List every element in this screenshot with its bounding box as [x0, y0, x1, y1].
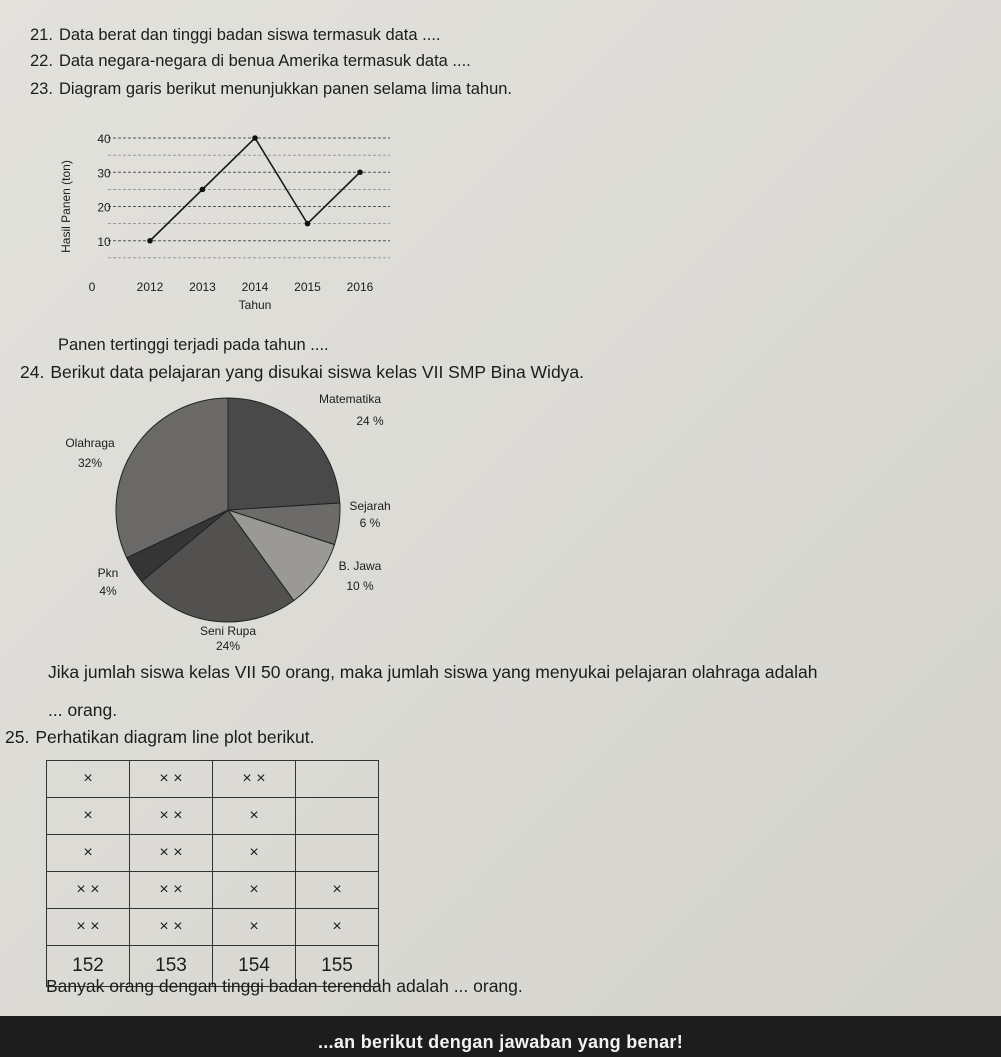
pie-slice-percent: 10 %: [346, 579, 374, 593]
y-axis-label: Hasil Panen (ton): [59, 160, 73, 253]
table-cell: × ×: [130, 761, 213, 798]
favorite-subject-pie-chart: [40, 385, 420, 660]
table-row: [47, 761, 379, 798]
table-cell: ×: [213, 835, 296, 872]
question-text: Diagram garis berikut menunjukkan panen selama lima tahun.: [58, 80, 513, 98]
table-cell: × ×: [130, 835, 213, 872]
question-number: 24.: [20, 362, 45, 382]
y-tick-label: 0: [88, 280, 96, 294]
question-number: 23.: [30, 80, 53, 98]
pie-slice-label: Sejarah: [349, 499, 391, 513]
table-cell: ×: [47, 761, 130, 798]
question-21: [30, 26, 441, 45]
table-cell: ×: [213, 798, 296, 835]
question-23: [30, 80, 512, 99]
table-cell: × ×: [130, 798, 213, 835]
data-point: [357, 169, 363, 175]
question-24: [20, 362, 584, 383]
instruction-banner: ...an berikut dengan jawaban yang benar!: [0, 1016, 1001, 1057]
pie-slice-label: Matematika: [318, 392, 382, 406]
question-text: Perhatikan diagram line plot berikut.: [35, 727, 315, 747]
data-point: [147, 238, 153, 244]
x-tick-label: 2014: [241, 280, 269, 294]
height-category-cell: 155: [296, 946, 379, 987]
x-tick-label: 2016: [346, 280, 374, 294]
y-tick-label: 10: [97, 234, 111, 249]
height-line-plot-table: [46, 760, 379, 987]
harvest-line-chart: [50, 110, 400, 320]
x-tick-label: 2013: [189, 280, 216, 294]
table-cell: ×: [213, 872, 296, 909]
y-tick-label: 30: [97, 166, 111, 181]
question-number: 25.: [5, 727, 30, 747]
pie-slice-percent: 24 %: [356, 414, 384, 428]
question-23-prompt: Panen tertinggi terjadi pada tahun ....: [58, 336, 329, 354]
data-point: [200, 187, 206, 193]
question-text: Berikut data pelajaran yang disukai siswa kelas VII SMP Bina Widya.: [50, 362, 585, 382]
table-cell: ×: [47, 835, 130, 872]
table-cell: × ×: [47, 872, 130, 909]
question-25-prompt: Banyak orang dengan tinggi badan terendah adalah ... orang.: [46, 976, 523, 996]
x-axis-label: Tahun: [238, 298, 272, 312]
data-point: [252, 135, 258, 141]
question-number: 21.: [30, 26, 53, 44]
question-text: Data berat dan tinggi badan siswa termasuk data ....: [58, 26, 441, 44]
y-tick-label: 20: [97, 200, 111, 215]
pie-slice-percent: 4%: [99, 584, 117, 598]
table-cell: × ×: [130, 872, 213, 909]
table-cell: ×: [296, 909, 379, 946]
question-24-answer-line: ... orang.: [48, 700, 118, 720]
table-row: [47, 909, 379, 946]
table-row: [47, 835, 379, 872]
table-row: [47, 872, 379, 909]
table-cell: ×: [296, 872, 379, 909]
question-25: [5, 727, 315, 748]
question-number: 22.: [30, 52, 53, 70]
question-22: [30, 52, 471, 71]
table-cell: × ×: [130, 909, 213, 946]
pie-slice-percent: 24%: [215, 639, 241, 653]
pie-slice-label: Pkn: [97, 566, 119, 580]
pie-slice-label: Olahraga: [65, 436, 115, 450]
table-cell: [296, 761, 379, 798]
y-tick-label: 40: [97, 132, 111, 146]
height-category-cell: 153: [130, 946, 213, 987]
pie-slice-label: B. Jawa: [338, 559, 382, 573]
question-24-prompt: Jika jumlah siswa kelas VII 50 orang, maka jumlah siswa yang menyukai pelajaran olahraga adalah: [48, 662, 818, 682]
table-cell: × ×: [47, 909, 130, 946]
x-tick-label: 2015: [294, 280, 321, 294]
pie-slice-percent: 32%: [77, 456, 103, 470]
table-row: [47, 798, 379, 835]
question-text: Data negara-negara di benua Amerika termasuk data ....: [58, 52, 471, 70]
pie-slice-percent: 6 %: [359, 516, 381, 530]
pie-slice-label: Seni Rupa: [199, 624, 257, 638]
x-tick-label: 2012: [136, 280, 164, 294]
data-point: [305, 221, 311, 227]
table-cell: ×: [47, 798, 130, 835]
table-cell: [296, 835, 379, 872]
table-cell: ×: [213, 909, 296, 946]
height-category-cell: 154: [213, 946, 296, 987]
table-cell: [296, 798, 379, 835]
pie-slice-matematika: [228, 398, 340, 510]
height-category-cell: 152: [47, 946, 130, 987]
table-cell: × ×: [213, 761, 296, 798]
